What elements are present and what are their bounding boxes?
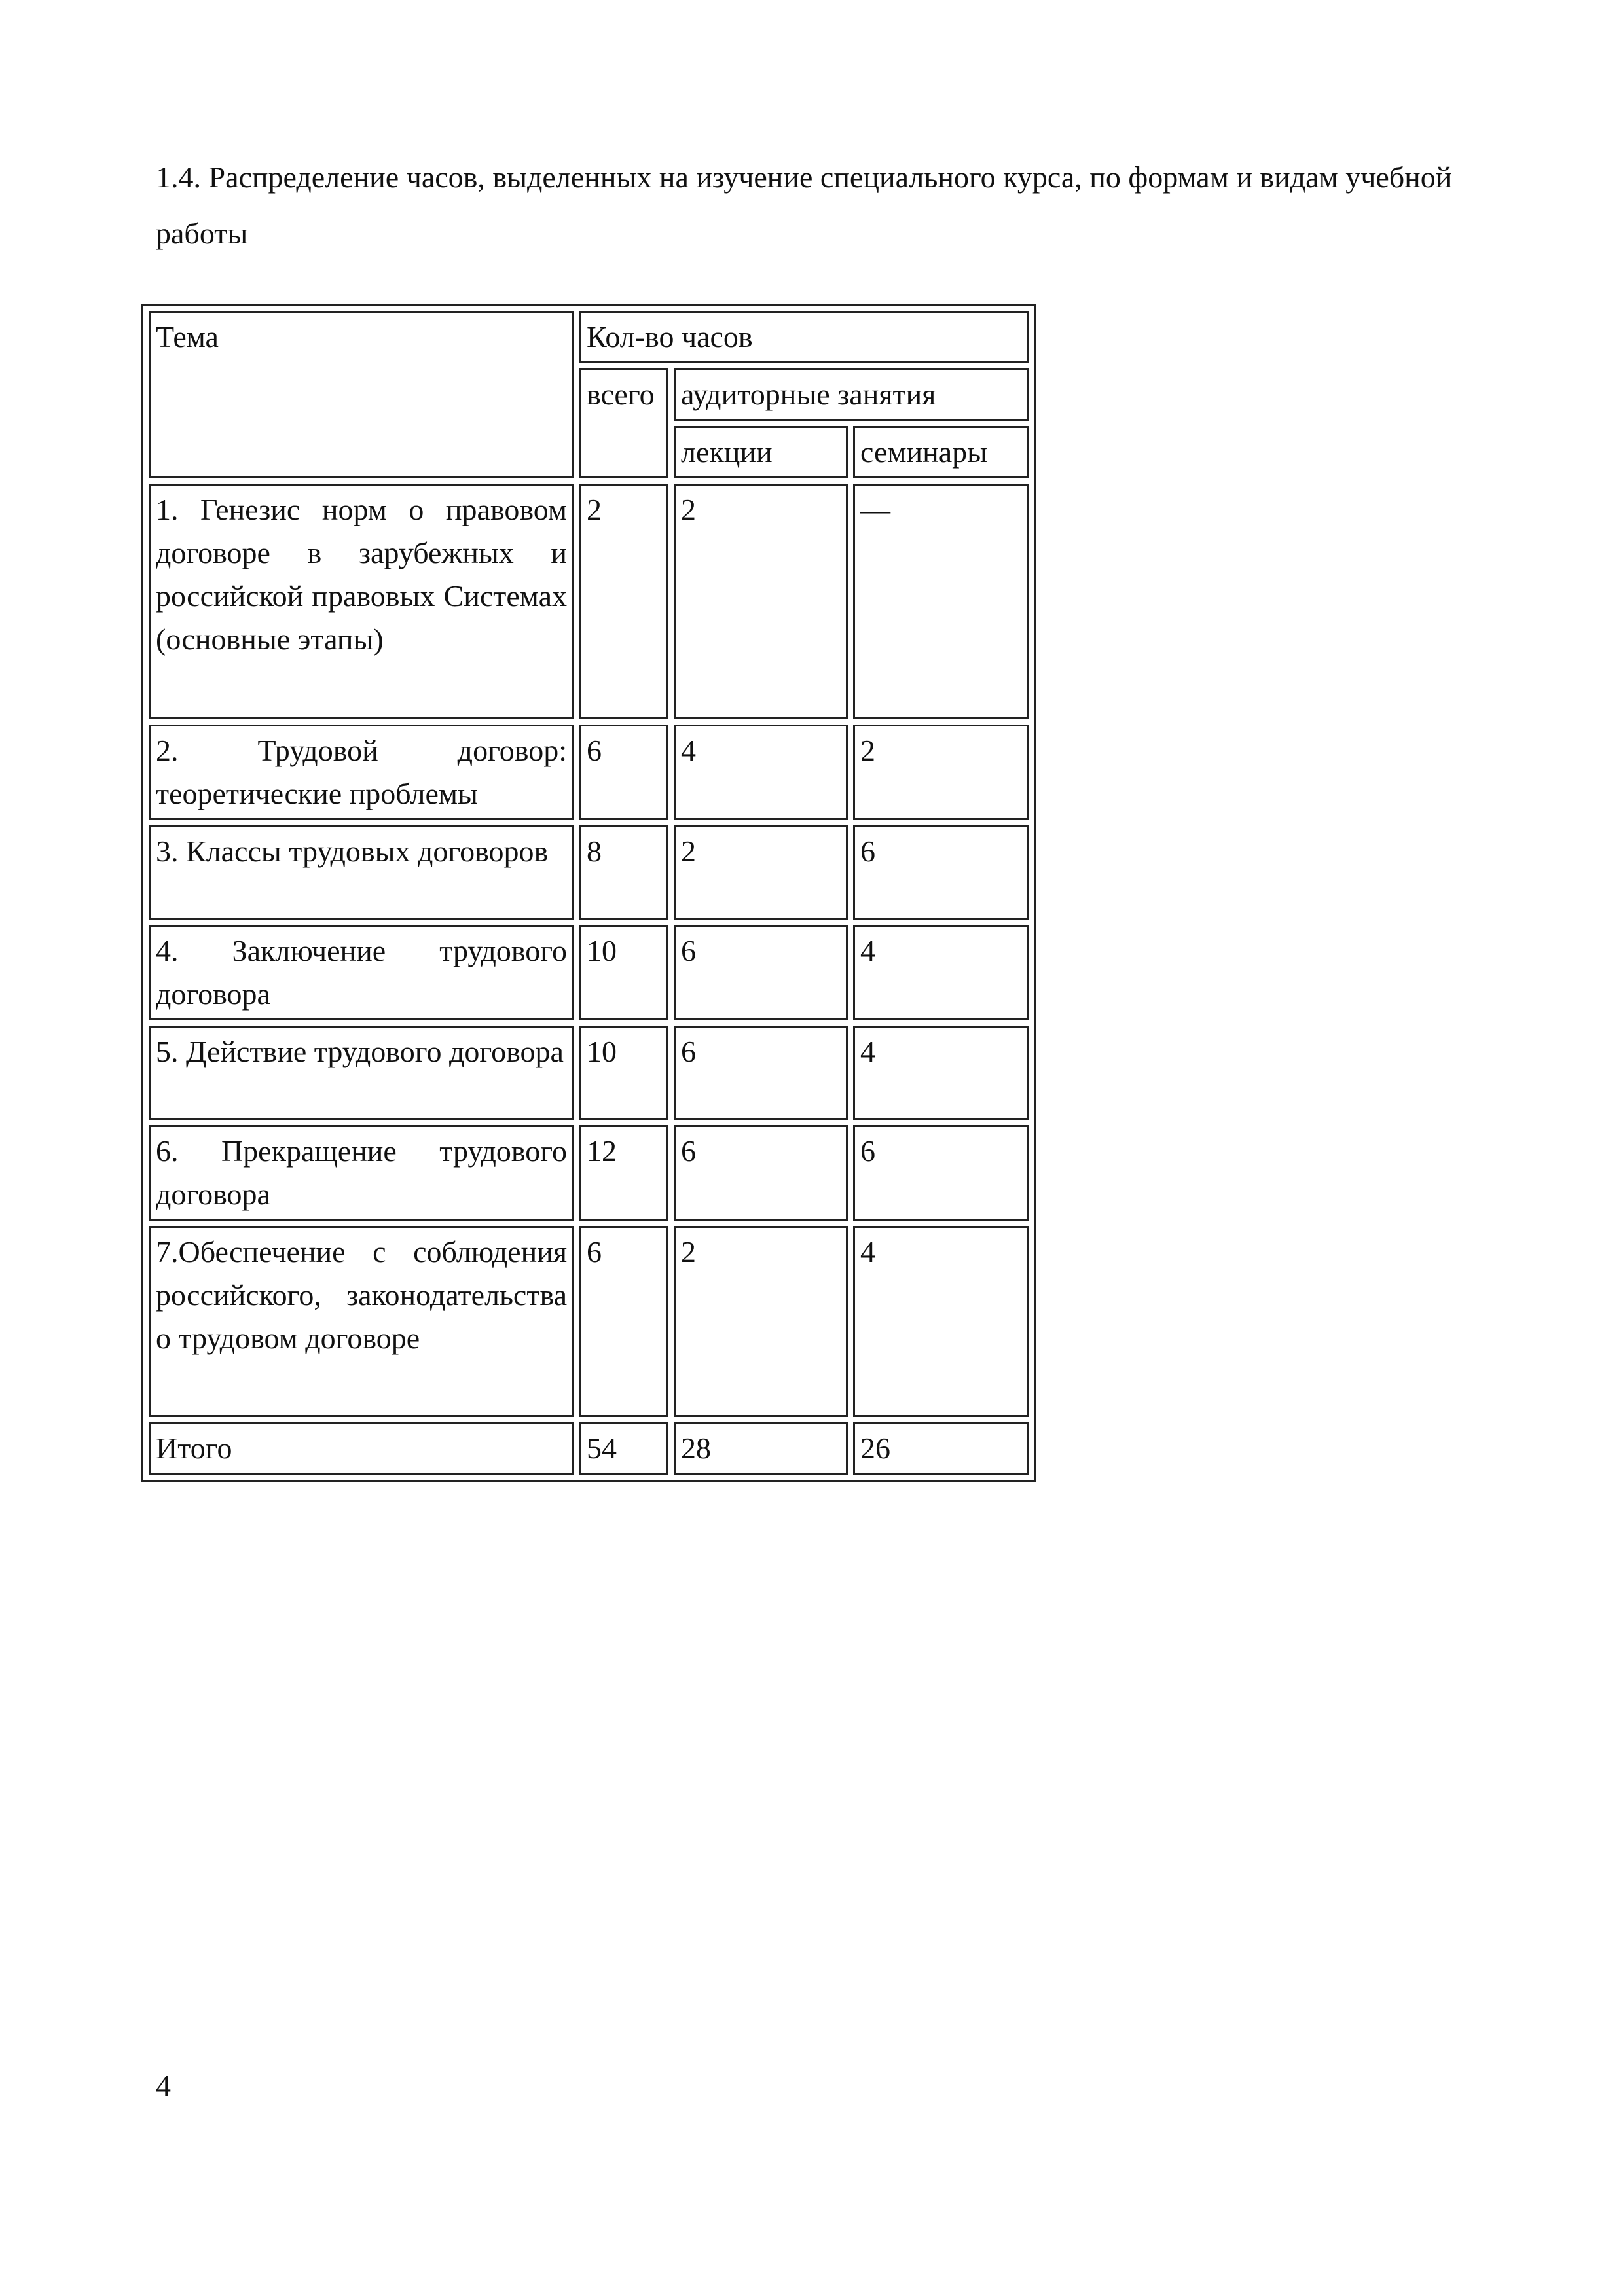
- table-row: [149, 725, 1029, 820]
- page-number: 4: [156, 2069, 171, 2102]
- table-row: [149, 1226, 1029, 1417]
- row-total: 12: [579, 1125, 668, 1221]
- row-lectures: 2: [674, 825, 848, 920]
- total-hours: 54: [579, 1422, 668, 1475]
- table-row: [149, 925, 1029, 1020]
- row-topic: 7.Обеспечение с соблюдения российского, законодательства о трудовом договоре: [149, 1226, 574, 1417]
- row-seminars: 6: [853, 1125, 1029, 1221]
- row-lectures: 2: [674, 484, 848, 719]
- row-topic: 5. Действие трудового договора: [149, 1026, 574, 1120]
- table-row: [149, 1026, 1029, 1120]
- row-lectures: 6: [674, 1125, 848, 1221]
- row-total: 6: [579, 725, 668, 820]
- section-heading: 1.4. Распределение часов, выделенных на изучение специального курса, по формам и видам учебной работы: [156, 160, 1452, 250]
- row-lectures: 2: [674, 1226, 848, 1417]
- row-topic: 4. Заключение трудового договора: [149, 925, 574, 1020]
- table-row: [149, 484, 1029, 719]
- header-topic: Тема: [149, 311, 574, 478]
- header-row: [149, 311, 1029, 363]
- row-seminars: 4: [853, 925, 1029, 1020]
- total-seminars: 26: [853, 1422, 1029, 1475]
- total-label: Итого: [149, 1422, 574, 1475]
- total-lectures: 28: [674, 1422, 848, 1475]
- row-seminars: 2: [853, 725, 1029, 820]
- row-seminars: 6: [853, 825, 1029, 920]
- hours-distribution-table: [141, 304, 1036, 1482]
- total-row: [149, 1422, 1029, 1475]
- row-total: 8: [579, 825, 668, 920]
- table-row: [149, 825, 1029, 920]
- row-total: 2: [579, 484, 668, 719]
- row-topic: 6. Прекращение трудового договора: [149, 1125, 574, 1221]
- header-lectures: лекции: [674, 426, 848, 478]
- row-total: 6: [579, 1226, 668, 1417]
- header-hours: Кол-во часов: [579, 311, 1029, 363]
- row-lectures: 6: [674, 1026, 848, 1120]
- row-seminars: —: [853, 484, 1029, 719]
- row-lectures: 6: [674, 925, 848, 1020]
- row-seminars: 4: [853, 1226, 1029, 1417]
- header-seminars: семинары: [853, 426, 1029, 478]
- header-total: всего: [579, 368, 668, 478]
- header-auditory: аудиторные занятия: [674, 368, 1029, 421]
- row-topic: 2. Трудовой договор: теоретические проблемы: [149, 725, 574, 820]
- row-topic: 3. Классы трудовых договоров: [149, 825, 574, 920]
- row-seminars: 4: [853, 1026, 1029, 1120]
- row-topic: 1. Генезис норм о правовом договоре в зарубежных и российской правовых Системах (основные этапы): [149, 484, 574, 719]
- row-total: 10: [579, 1026, 668, 1120]
- row-total: 10: [579, 925, 668, 1020]
- table-row: [149, 1125, 1029, 1221]
- row-lectures: 4: [674, 725, 848, 820]
